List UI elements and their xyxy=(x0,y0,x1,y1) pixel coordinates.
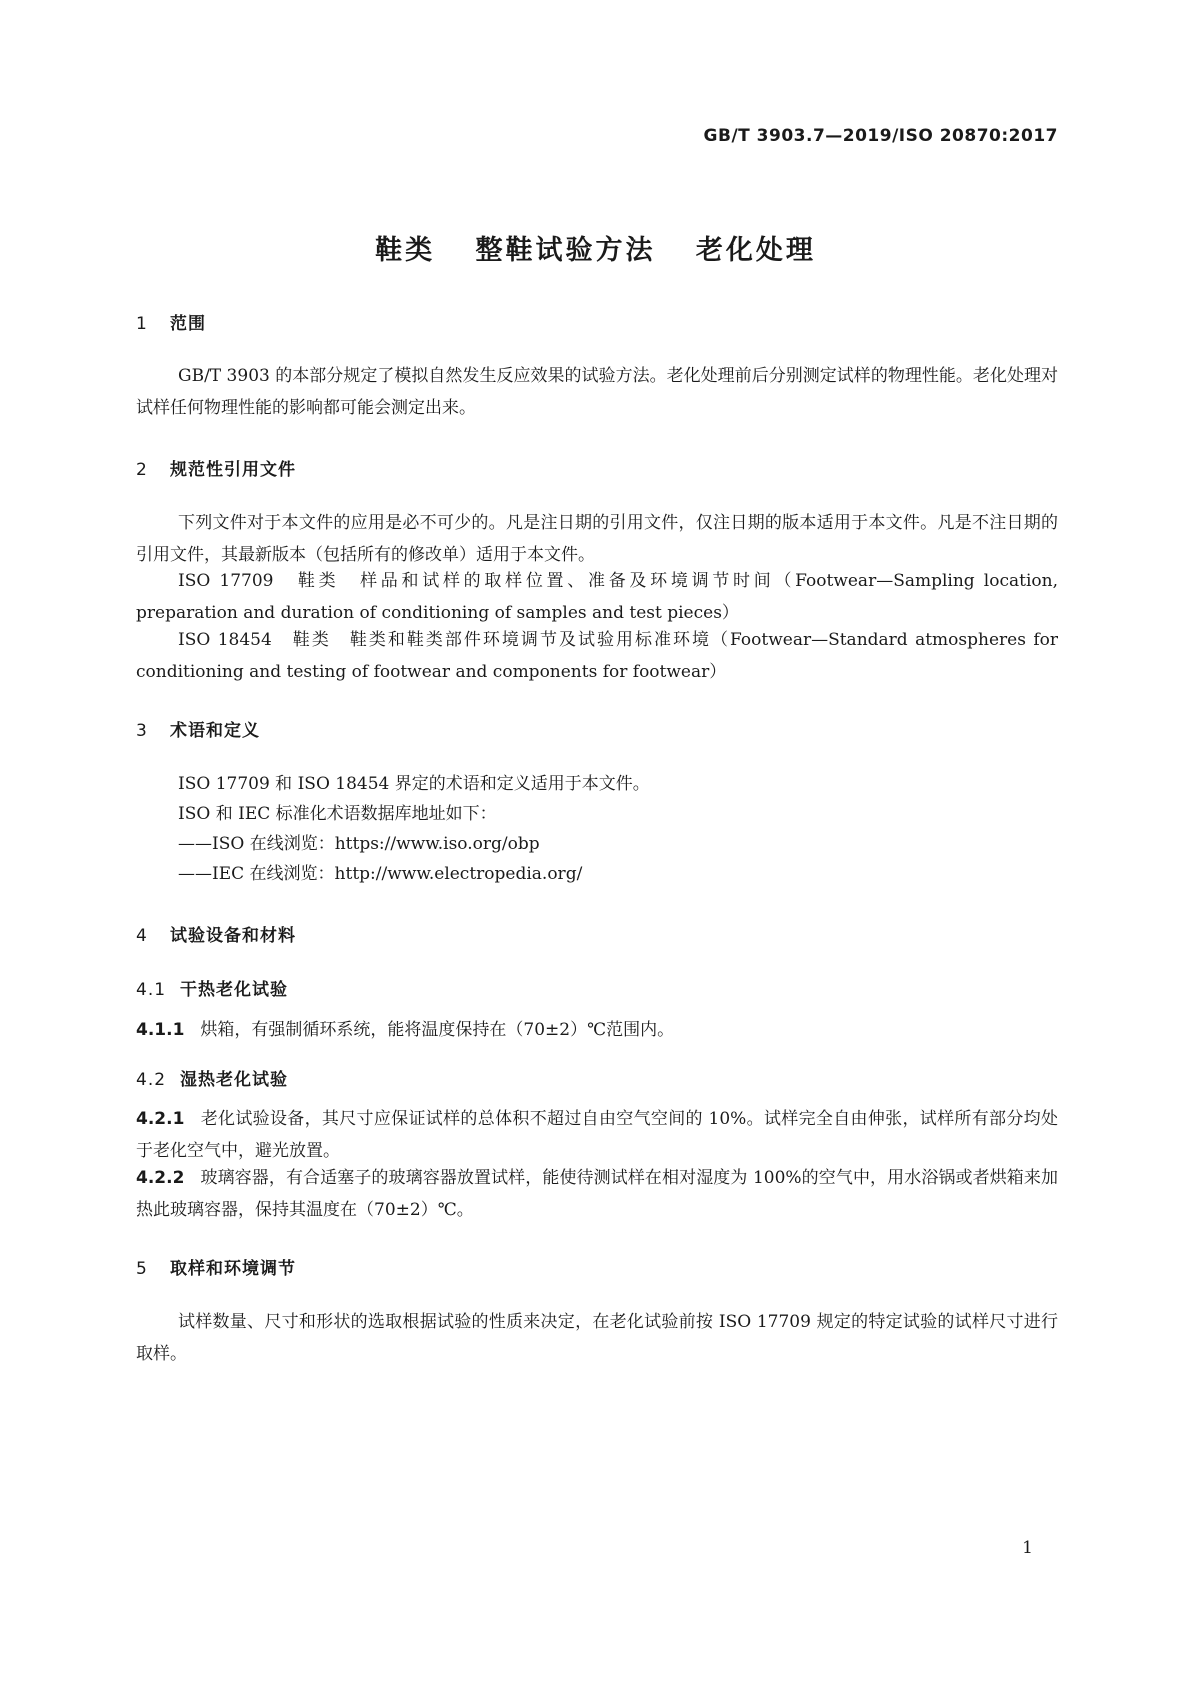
document-title xyxy=(0,228,1191,267)
section-number: 4.1 xyxy=(136,980,167,1000)
section-number: 5 xyxy=(136,1259,148,1279)
terms-line-1: ISO 17709 和 ISO 18454 界定的术语和定义适用于本文件。 xyxy=(178,774,650,794)
clause-4-1-1 xyxy=(136,1014,1058,1046)
title-part-3: 老化处理 xyxy=(695,235,816,266)
section-2-paragraph: 下列文件对于本文件的应用是必不可少的。凡是注日期的引用文件，仅注日期的版本适用于本文件。凡是不注日期的引用文件，其最新版本（包括所有的修改单）适用于本文件。 xyxy=(136,513,1058,565)
clause-text: 玻璃容器，有合适塞子的玻璃容器放置试样，能使待测试样在相对湿度为 100%的空气中，用水浴锅或者烘箱来加热此玻璃容器，保持其温度在（70±2）℃。 xyxy=(136,1168,1058,1220)
section-4-heading xyxy=(136,921,296,946)
section-5-heading xyxy=(136,1254,296,1279)
section-title: 取样和环境调节 xyxy=(170,1259,296,1279)
title-part-1: 鞋类 xyxy=(375,235,436,266)
clause-number: 4.2.1 xyxy=(136,1109,185,1129)
section-title: 试验设备和材料 xyxy=(170,926,296,946)
section-title: 范围 xyxy=(170,314,206,334)
clause-text: 烘箱，有强制循环系统，能将温度保持在（70±2）℃范围内。 xyxy=(200,1020,675,1040)
section-title: 术语和定义 xyxy=(170,721,260,741)
section-title: 湿热老化试验 xyxy=(180,1070,288,1090)
section-number: 4.2 xyxy=(136,1070,167,1090)
section-number: 4 xyxy=(136,926,148,946)
clause-text: 老化试验设备，其尺寸应保证试样的总体积不超过自由空气空间的 10%。试样完全自由伸张，试样所有部分均处于老化空气中，避光放置。 xyxy=(136,1109,1058,1161)
standard-code: GB/T 3903.7—2019/ISO 20870:2017 xyxy=(703,126,1058,146)
clause-4-2-2 xyxy=(136,1162,1058,1226)
section-number: 2 xyxy=(136,460,148,480)
section-number: 3 xyxy=(136,721,148,741)
section-1-paragraph: GB/T 3903 的本部分规定了模拟自然发生反应效果的试验方法。老化处理前后分别测定试样的物理性能。老化处理对试样任何物理性能的影响都可能会测定出来。 xyxy=(136,366,1058,418)
clause-4-2-1 xyxy=(136,1103,1058,1167)
section-title: 规范性引用文件 xyxy=(170,460,296,480)
section-5-paragraph: 试样数量、尺寸和形状的选取根据试验的性质来决定，在老化试验前按 ISO 17709 规定的特定试验的试样尺寸进行取样。 xyxy=(136,1312,1058,1364)
section-4-2-heading xyxy=(136,1065,288,1090)
section-3-heading xyxy=(136,716,260,741)
section-2-heading xyxy=(136,455,296,480)
clause-number: 4.1.1 xyxy=(136,1020,185,1040)
iso-obp-link: ——ISO 在线浏览：https://www.iso.org/obp xyxy=(178,834,540,854)
iec-electropedia-link: ——IEC 在线浏览：http://www.electropedia.org/ xyxy=(178,864,583,884)
clause-number: 4.2.2 xyxy=(136,1168,185,1188)
reference-iso-18454: ISO 18454 鞋类 鞋类和鞋类部件环境调节及试验用标准环境（Footwear—Standard atmospheres for conditioning and testing of footwear and components for footwear） xyxy=(136,630,1058,682)
section-1-heading xyxy=(136,309,206,334)
terms-line-2: ISO 和 IEC 标准化术语数据库地址如下： xyxy=(178,804,497,824)
section-4-1-heading xyxy=(136,975,288,1000)
section-number: 1 xyxy=(136,314,148,334)
reference-iso-17709: ISO 17709 鞋类 样品和试样的取样位置、准备及环境调节时间（Footwear—Sampling location, preparation and duration of conditioning of samples and test pieces） xyxy=(136,571,1058,623)
page-number: 1 xyxy=(1022,1538,1033,1558)
title-part-2: 整鞋试验方法 xyxy=(475,235,656,266)
section-title: 干热老化试验 xyxy=(180,980,288,1000)
